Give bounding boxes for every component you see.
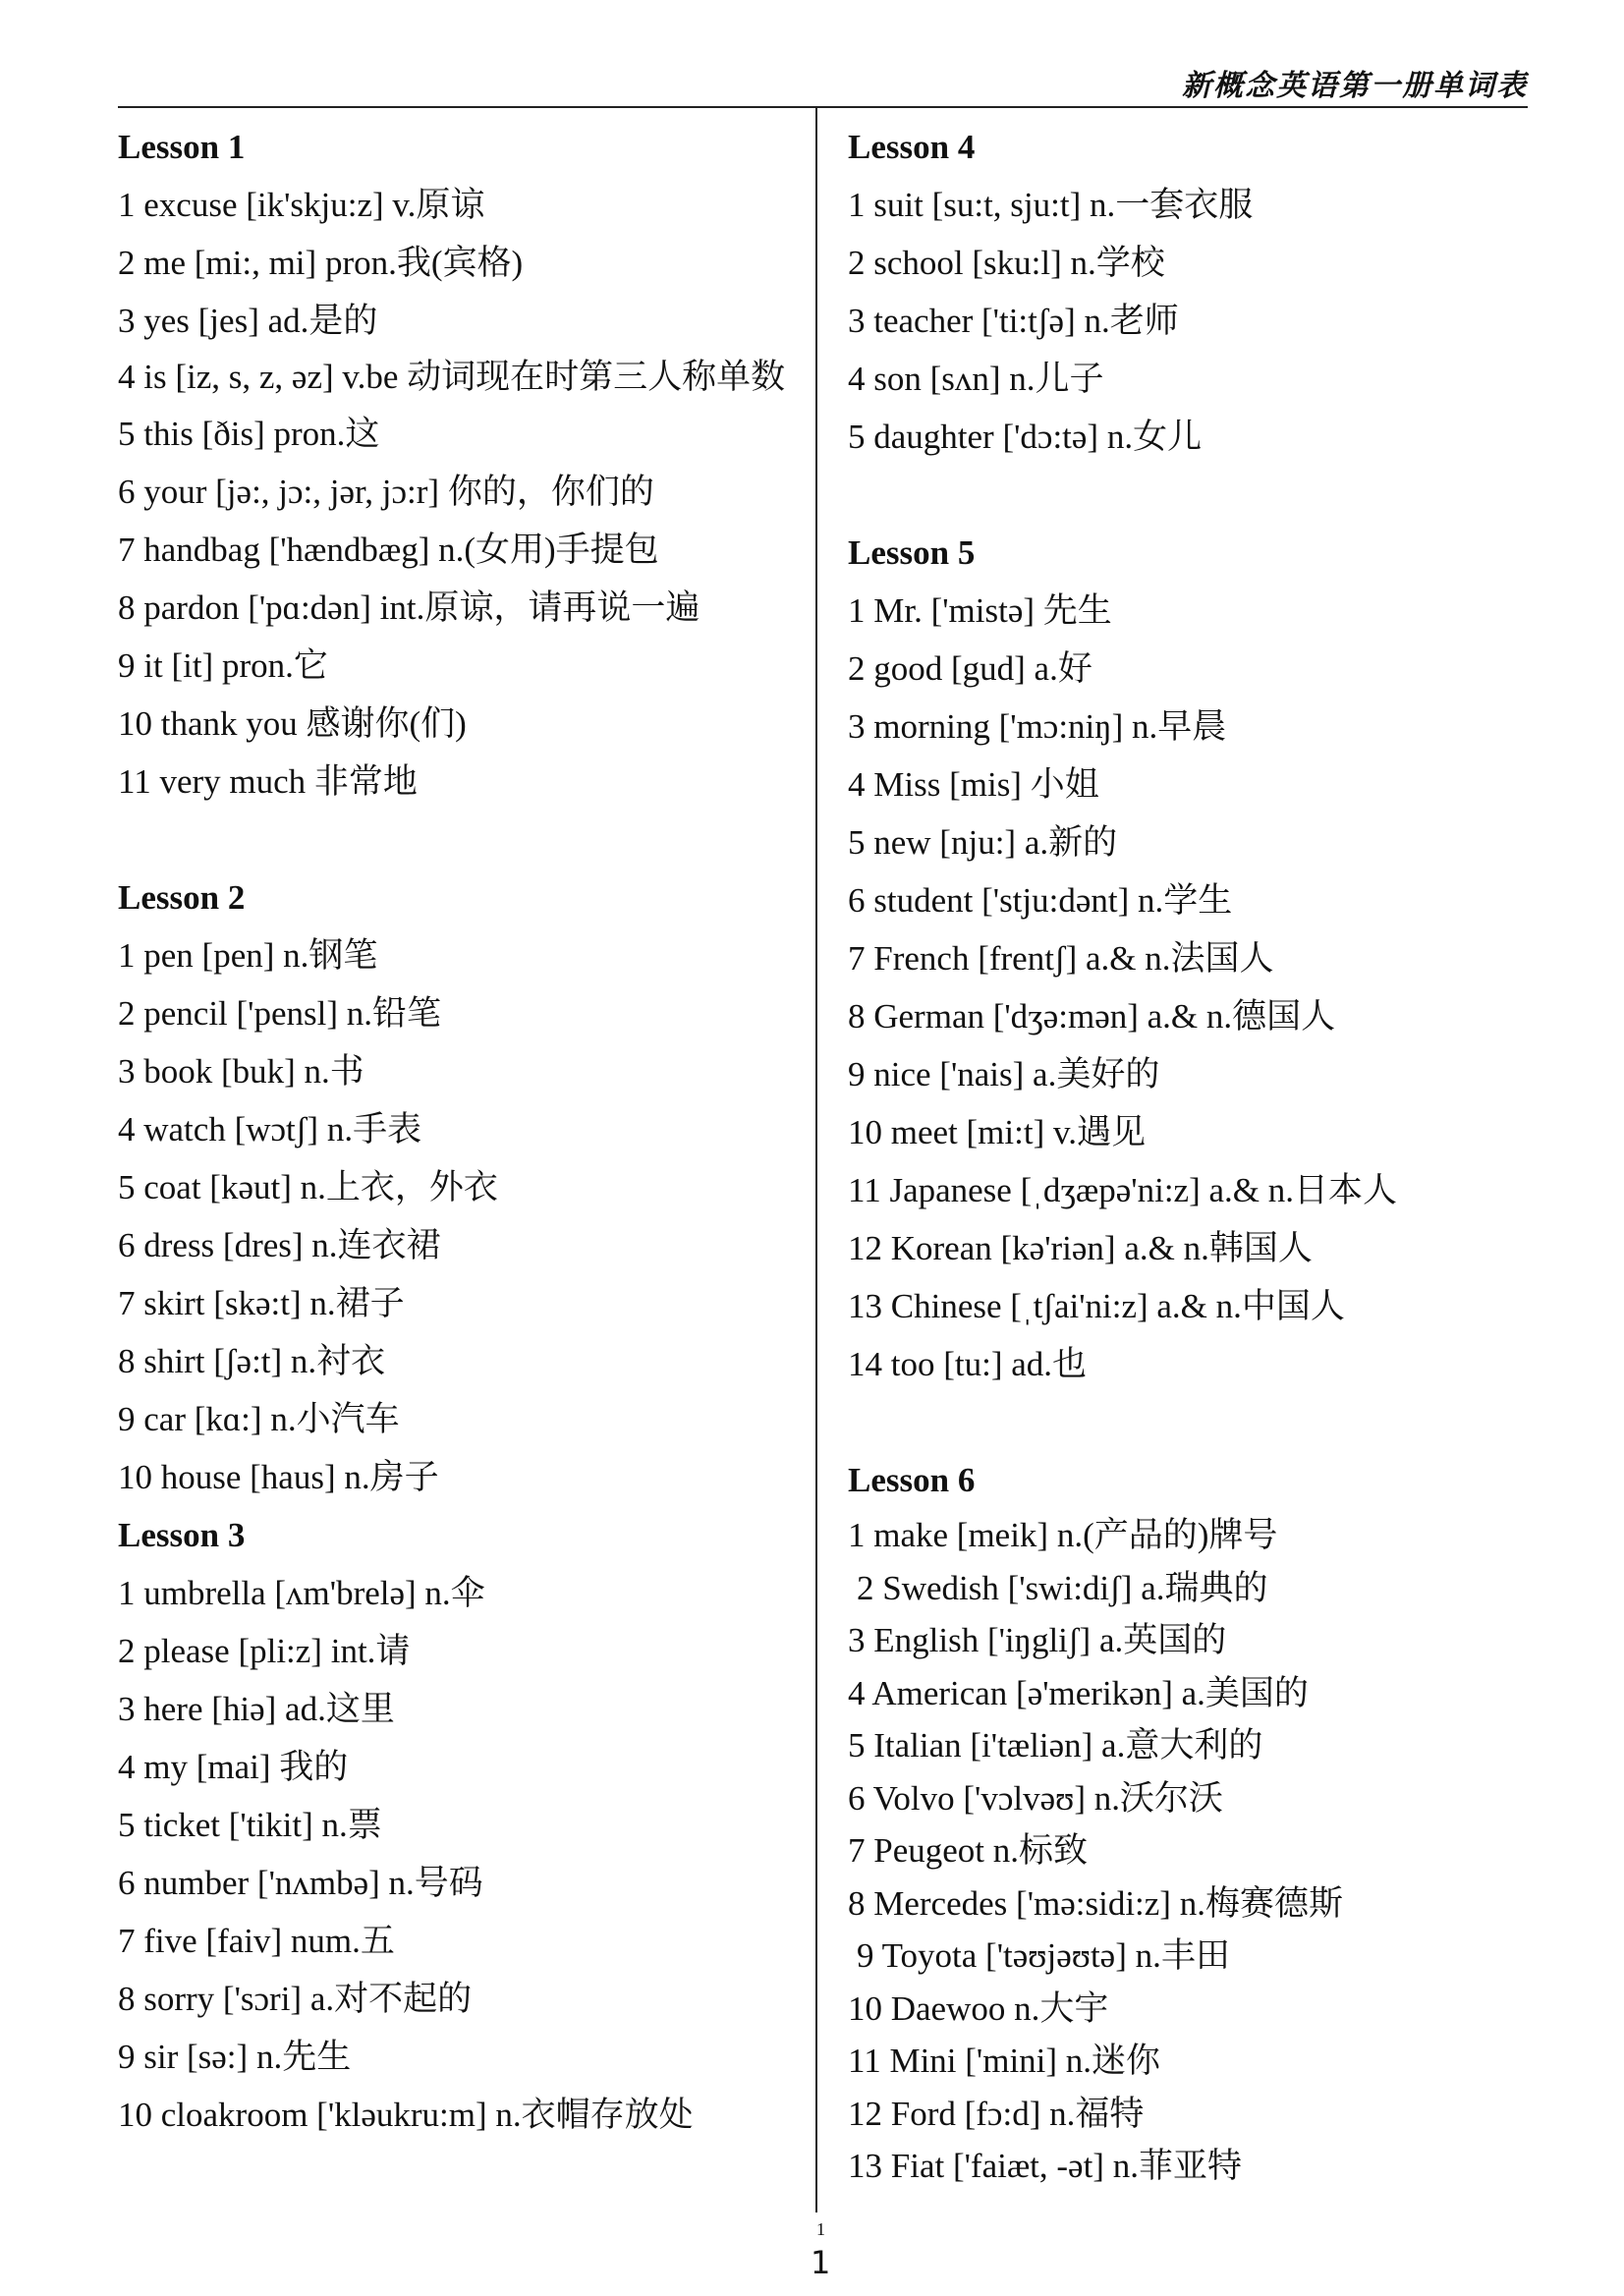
- word-entry: 3 yes [jes] ad.是的: [118, 302, 378, 340]
- word-entry: 6 dress [dres] n.连衣裙: [118, 1226, 441, 1264]
- word-entry: 9 sir [sə:] n.先生: [118, 2038, 352, 2076]
- lesson-heading: Lesson 2: [118, 878, 246, 917]
- word-entry: 2 good [gud] a.好: [848, 649, 1092, 688]
- word-entry: 9 it [it] pron.它: [118, 646, 328, 685]
- word-entry: 2 school [sku:l] n.学校: [848, 244, 1165, 282]
- lesson-6: [848, 1451, 1536, 2193]
- word-list: [848, 176, 1536, 466]
- word-entry: 9 Toyota ['təʊjəʊtə] n.丰田: [857, 1936, 1230, 1975]
- word-entry: 2 Swedish ['swi:diʃ] a.瑞典的: [857, 1568, 1268, 1607]
- lesson-heading: Lesson 6: [848, 1461, 976, 1499]
- word-entry: 12 Korean [kə'riən] a.& n.韩国人: [848, 1229, 1313, 1267]
- word-entry: 2 please [pli:z] int.请: [118, 1632, 411, 1670]
- word-entry: 9 car [kɑ:] n.小汽车: [118, 1400, 400, 1438]
- lesson-4: [848, 118, 1536, 466]
- word-entry: 5 new [nju:] a.新的: [848, 823, 1118, 862]
- word-list: [848, 582, 1536, 1393]
- word-entry: 7 French [frentʃ] a.& n.法国人: [848, 939, 1274, 978]
- lesson-heading: Lesson 5: [848, 533, 976, 572]
- word-entry: 4 son [sʌn] n.儿子: [848, 360, 1104, 398]
- word-entry: 2 pencil ['pensl] n.铅笔: [118, 994, 442, 1033]
- word-entry: 6 number ['nʌmbə] n.号码: [118, 1864, 483, 1902]
- word-entry: 1 Mr. ['mistə] 先生: [848, 591, 1112, 630]
- word-entry: 3 morning ['mɔ:niŋ] n.早晨: [848, 707, 1227, 746]
- lesson-heading: Lesson 1: [118, 128, 246, 166]
- lesson-3: [118, 1506, 796, 2144]
- header-rule: [118, 106, 1528, 108]
- right-column: [848, 118, 1536, 2193]
- word-entry: 8 sorry ['sɔri] a.对不起的: [118, 1980, 473, 2018]
- word-entry: 7 five [faiv] num.五: [118, 1922, 395, 1960]
- word-entry: 14 too [tu:] ad.也: [848, 1345, 1088, 1383]
- word-list: [118, 176, 796, 811]
- word-entry: 3 teacher ['ti:tʃə] n.老师: [848, 302, 1179, 340]
- word-entry: 4 is [iz, s, z, əz] v.be 动词现在时第三人称单数: [118, 358, 786, 396]
- word-entry: 6 your [jə:, jɔ:, jər, jɔ:r] 你的，你们的: [118, 473, 654, 511]
- word-entry: 5 coat [kəut] n.上衣，外衣: [118, 1168, 498, 1206]
- word-entry: 7 handbag ['hændbæg] n.(女用)手提包: [118, 531, 659, 569]
- word-entry: 11 Japanese [ˌdʒæpə'ni:z] a.& n.日本人: [848, 1171, 1398, 1209]
- word-entry: 5 Italian [i'tæliən] a.意大利的: [848, 1726, 1263, 1764]
- word-entry: 1 make [meik] n.(产品的)牌号: [848, 1516, 1278, 1554]
- left-column: [118, 118, 796, 2144]
- page-number-large: 1: [811, 2244, 831, 2281]
- lesson-5: [848, 524, 1536, 1393]
- word-entry: 10 meet [mi:t] v.遇见: [848, 1113, 1146, 1151]
- word-entry: 5 ticket ['tikit] n.票: [118, 1806, 382, 1844]
- word-entry: 2 me [mi:, mi] pron.我(宾格): [118, 244, 524, 282]
- word-entry: 13 Chinese [ˌtʃai'ni:z] a.& n.中国人: [848, 1287, 1345, 1325]
- word-entry: 10 house [haus] n.房子: [118, 1458, 439, 1496]
- word-entry: 8 German ['dʒə:mən] a.& n.德国人: [848, 997, 1336, 1036]
- word-list: [848, 1509, 1536, 2193]
- word-entry: 10 thank you 感谢你(们): [118, 704, 467, 743]
- page-number-small: 1: [816, 2219, 825, 2239]
- word-entry: 8 shirt [ʃə:t] n.衬衣: [118, 1342, 386, 1380]
- word-entry: 4 American [ə'merikən] a.美国的: [848, 1673, 1309, 1712]
- word-entry: 12 Ford [fɔ:d] n.福特: [848, 2094, 1145, 2133]
- word-entry: 1 pen [pen] n.钢笔: [118, 936, 378, 975]
- word-entry: 5 this [ðis] pron.这: [118, 415, 380, 453]
- word-entry: 10 Daewoo n.大宇: [848, 1988, 1109, 2028]
- word-list: [118, 926, 796, 1506]
- word-entry: 4 my [mai] 我的: [118, 1748, 349, 1786]
- word-entry: 4 watch [wɔtʃ] n.手表: [118, 1110, 422, 1148]
- word-entry: 11 very much 非常地: [118, 762, 418, 801]
- word-entry: 4 Miss [mis] 小姐: [848, 765, 1099, 804]
- word-entry: 5 daughter ['dɔ:tə] n.女儿: [848, 418, 1203, 456]
- column-divider: [815, 108, 817, 2212]
- word-entry: 3 English ['iŋgliʃ] a.英国的: [848, 1621, 1227, 1659]
- word-entry: 1 suit [su:t, sju:t] n.一套衣服: [848, 186, 1254, 224]
- word-entry: 6 student ['stju:dənt] n.学生: [848, 881, 1233, 920]
- word-entry: 6 Volvo ['vɔlvəʊ] n.沃尔沃: [848, 1778, 1223, 1818]
- word-entry: 3 here [hiə] ad.这里: [118, 1690, 395, 1728]
- lesson-2: [118, 868, 796, 1506]
- word-entry: 1 excuse [ik'skju:z] v.原谅: [118, 186, 485, 224]
- word-entry: 8 pardon ['pɑ:dən] int.原谅，请再说一遍: [118, 588, 700, 627]
- lesson-heading: Lesson 3: [118, 1516, 246, 1554]
- word-entry: 1 umbrella [ʌm'brelə] n.伞: [118, 1574, 485, 1612]
- lesson-heading: Lesson 4: [848, 128, 976, 166]
- lesson-1: [118, 118, 796, 811]
- word-entry: 11 Mini ['mini] n.迷你: [848, 2042, 1161, 2080]
- page-header-title: 新概念英语第一册单词表: [1182, 70, 1528, 102]
- word-entry: 9 nice ['nais] a.美好的: [848, 1055, 1160, 1093]
- word-entry: 3 book [buk] n.书: [118, 1052, 364, 1091]
- word-entry: 8 Mercedes ['mə:sidi:z] n.梅赛德斯: [848, 1883, 1343, 1923]
- word-entry: 13 Fiat ['faiæt, -ət] n.菲亚特: [848, 2147, 1242, 2185]
- word-entry: 7 skirt [skə:t] n.裙子: [118, 1284, 405, 1322]
- word-entry: 10 cloakroom ['kləukru:m] n.衣帽存放处: [118, 2096, 694, 2134]
- word-entry: 7 Peugeot n.标致: [848, 1831, 1089, 1870]
- word-list: [118, 1564, 796, 2144]
